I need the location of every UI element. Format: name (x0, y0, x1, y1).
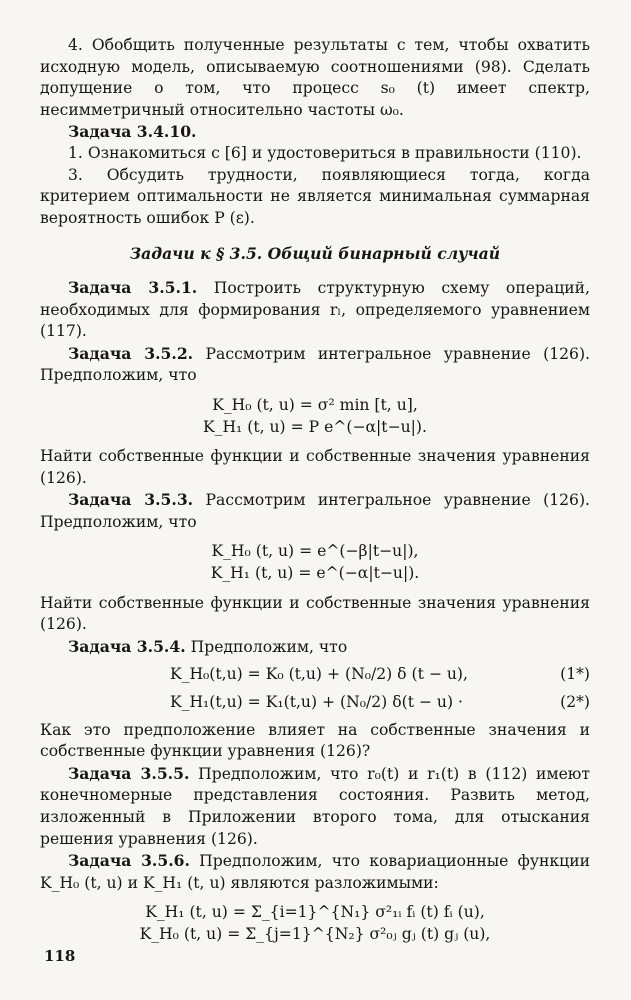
task-3-5-5 (40, 763, 590, 850)
task-3-5-1 (40, 277, 590, 343)
section-title: Задачи к § 3.5. Общий бинарный случай (129, 244, 501, 264)
task-3-5-3-text: Рассмотрим интегральное уравнение (126). Предположим, что (40, 491, 590, 531)
equation-2-star-body: K_H₁(t,u) = K₁(t,u) + (N₀/2) δ(t − u) · (170, 693, 463, 712)
formula-k-h1-sum: K_H₁ (t, u) = Σ_{i=1}^{N₁} σ²₁ᵢ fᵢ (t) fᵢ (u), (145, 903, 485, 922)
task-3-5-6-label: Задача 3.5.6. (68, 851, 190, 871)
equation-1-star-body: K_H₀(t,u) = K₀ (t,u) + (N₀/2) δ (t − u), (170, 665, 468, 684)
task-3-5-2-question: Найти собственные функции и собственные значения уравнения (126). (40, 447, 590, 487)
formula-k-h1: K_H₁ (t, u) = P e^(−α|t−u|). (203, 417, 427, 436)
task-3-5-3-formulas (40, 541, 590, 584)
equation-1-star (40, 664, 590, 686)
paragraph-item-3: 3. Обсудить трудности, появляющиеся тогда, когда критерием оптимальности не является минимальная суммарная вероятность ошибок P (ε). (40, 165, 590, 227)
task-3-5-2-formulas (40, 395, 590, 438)
formula-k-h0: K_H₀ (t, u) = e^(−β|t−u|), (211, 542, 419, 561)
task-3-5-4-text: Предположим, что (190, 637, 348, 656)
equation-1-star-number: (1*) (560, 665, 590, 684)
task-3-5-1-text: Построить структурную схему операций, необходимых для формирования rₗ, определяемого уравнением (117). (40, 278, 590, 341)
paragraph-item-1: 1. Ознакомиться с [6] и удостовериться в правильности (110). (68, 143, 582, 162)
page-number: 118 (44, 947, 76, 965)
formula-k-h1: K_H₁ (t, u) = e^(−α|t−u|). (210, 564, 420, 583)
formula-k-h0-sum: K_H₀ (t, u) = Σ_{j=1}^{N₂} σ²₀ⱼ gⱼ (t) gⱼ (u), (139, 924, 491, 943)
task-3-5-2 (40, 343, 590, 387)
task-3-5-3 (40, 489, 590, 533)
task-3-5-3-label: Задача 3.5.3. (68, 490, 194, 510)
task-3-5-5-text: Предположим, что r₀(t) и r₁(t) в (112) имеют конечномерные представления состояния. Развить метод, изложенный в Приложении второго тома, для отыскания решения уравнения (126). (40, 764, 591, 848)
paragraph-generalize: 4. Обобщить полученные результаты с тем, чтобы охватить исходную модель, описываемую соотношениями (98). Сделать допущение о том, что процесс s₀ (t) имеет спектр, несимметричный относительно частоты ω₀. (40, 36, 590, 119)
task-3-5-4-label: Задача 3.5.4. (68, 636, 186, 656)
task-3-5-4-question: Как это предположение влияет на собственные значения и собственные функции уравнения (126)? (40, 720, 590, 761)
task-3-5-5-label: Задача 3.5.5. (68, 763, 190, 783)
task-3-5-4 (40, 636, 590, 659)
task-3-5-6-text: Предположим, что ковариационные функции K_H₀ (t, u) и K_H₁ (t, u) являются разложимыми: (40, 852, 590, 892)
task-3-5-6 (40, 850, 590, 894)
equation-2-star-number: (2*) (560, 693, 590, 712)
task-3-5-6-formulas (40, 902, 590, 945)
task-3-5-2-label: Задача 3.5.2. (68, 343, 194, 363)
task-3-5-3-question: Найти собственные функции и собственные значения уравнения (126). (40, 593, 590, 634)
task-3-5-1-label: Задача 3.5.1. (68, 277, 198, 297)
formula-k-h0: K_H₀ (t, u) = σ² min [t, u], (212, 395, 418, 414)
equation-2-star (40, 692, 590, 714)
task-3-5-2-text: Рассмотрим интегральное уравнение (126). Предположим, что (40, 344, 590, 385)
page-body (40, 35, 590, 954)
task-3-4-10-heading: Задача 3.4.10. (68, 122, 197, 142)
